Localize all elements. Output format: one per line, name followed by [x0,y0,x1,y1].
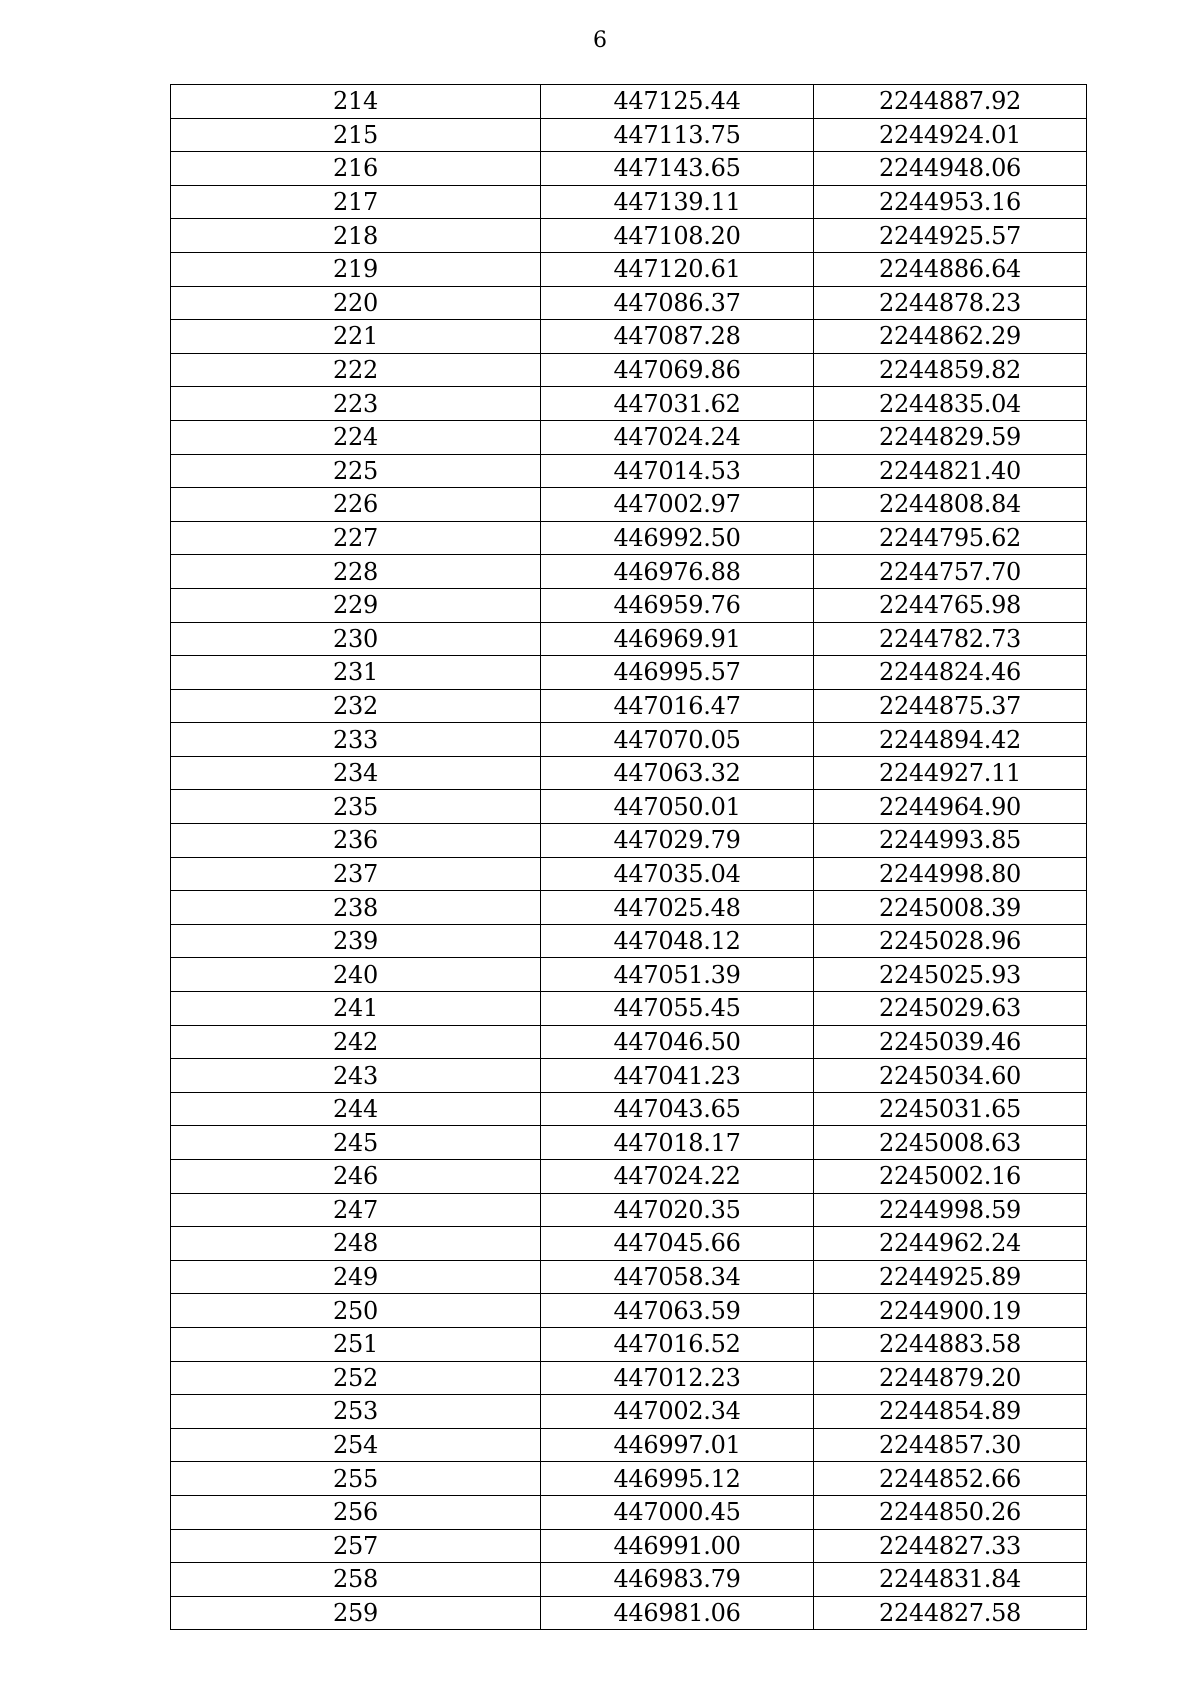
point-number-cell: 214 [171,85,541,119]
x-coordinate-cell: 447012.23 [541,1361,814,1395]
table-row [171,353,1087,387]
x-coordinate-cell: 447002.97 [541,488,814,522]
x-coordinate-cell: 446976.88 [541,555,814,589]
x-coordinate-cell: 447024.22 [541,1160,814,1194]
point-number-cell: 241 [171,992,541,1026]
y-coordinate-cell: 2244927.11 [814,756,1087,790]
point-number-cell: 219 [171,252,541,286]
table-row [171,790,1087,824]
coordinates-table-body [171,85,1087,1630]
point-number-cell: 233 [171,723,541,757]
y-coordinate-cell: 2244852.66 [814,1462,1087,1496]
table-row [171,1059,1087,1093]
x-coordinate-cell: 447024.24 [541,420,814,454]
y-coordinate-cell: 2244887.92 [814,85,1087,119]
x-coordinate-cell: 447014.53 [541,454,814,488]
table-row [171,1294,1087,1328]
point-number-cell: 236 [171,824,541,858]
x-coordinate-cell: 446969.91 [541,622,814,656]
table-row [171,1462,1087,1496]
x-coordinate-cell: 447113.75 [541,118,814,152]
table-row [171,286,1087,320]
x-coordinate-cell: 447063.59 [541,1294,814,1328]
point-number-cell: 226 [171,488,541,522]
x-coordinate-cell: 446983.79 [541,1563,814,1597]
y-coordinate-cell: 2244862.29 [814,320,1087,354]
table-row [171,1529,1087,1563]
x-coordinate-cell: 447041.23 [541,1059,814,1093]
point-number-cell: 237 [171,857,541,891]
point-number-cell: 220 [171,286,541,320]
x-coordinate-cell: 447120.61 [541,252,814,286]
y-coordinate-cell: 2244900.19 [814,1294,1087,1328]
y-coordinate-cell: 2245029.63 [814,992,1087,1026]
point-number-cell: 256 [171,1495,541,1529]
y-coordinate-cell: 2244883.58 [814,1327,1087,1361]
point-number-cell: 235 [171,790,541,824]
table-row [171,622,1087,656]
table-row [171,1395,1087,1429]
point-number-cell: 255 [171,1462,541,1496]
x-coordinate-cell: 447000.45 [541,1495,814,1529]
y-coordinate-cell: 2245008.63 [814,1126,1087,1160]
point-number-cell: 218 [171,219,541,253]
table-row [171,1193,1087,1227]
point-number-cell: 246 [171,1160,541,1194]
table-row [171,152,1087,186]
y-coordinate-cell: 2244824.46 [814,656,1087,690]
y-coordinate-cell: 2244948.06 [814,152,1087,186]
y-coordinate-cell: 2244878.23 [814,286,1087,320]
x-coordinate-cell: 447020.35 [541,1193,814,1227]
x-coordinate-cell: 447139.11 [541,185,814,219]
x-coordinate-cell: 447055.45 [541,992,814,1026]
table-row [171,824,1087,858]
x-coordinate-cell: 446991.00 [541,1529,814,1563]
point-number-cell: 245 [171,1126,541,1160]
y-coordinate-cell: 2244859.82 [814,353,1087,387]
point-number-cell: 239 [171,924,541,958]
table-row [171,1596,1087,1630]
table-row [171,488,1087,522]
table-row [171,857,1087,891]
x-coordinate-cell: 447045.66 [541,1227,814,1261]
x-coordinate-cell: 446997.01 [541,1428,814,1462]
point-number-cell: 259 [171,1596,541,1630]
table-row [171,1428,1087,1462]
point-number-cell: 254 [171,1428,541,1462]
y-coordinate-cell: 2244827.58 [814,1596,1087,1630]
y-coordinate-cell: 2244827.33 [814,1529,1087,1563]
y-coordinate-cell: 2244998.80 [814,857,1087,891]
point-number-cell: 230 [171,622,541,656]
x-coordinate-cell: 447069.86 [541,353,814,387]
y-coordinate-cell: 2244886.64 [814,252,1087,286]
table-row [171,656,1087,690]
point-number-cell: 224 [171,420,541,454]
y-coordinate-cell: 2244829.59 [814,420,1087,454]
y-coordinate-cell: 2244765.98 [814,588,1087,622]
x-coordinate-cell: 447031.62 [541,387,814,421]
x-coordinate-cell: 447046.50 [541,1025,814,1059]
table-row [171,185,1087,219]
x-coordinate-cell: 447108.20 [541,219,814,253]
table-row [171,320,1087,354]
table-row [171,1260,1087,1294]
x-coordinate-cell: 447050.01 [541,790,814,824]
x-coordinate-cell: 447058.34 [541,1260,814,1294]
x-coordinate-cell: 447043.65 [541,1092,814,1126]
x-coordinate-cell: 447143.65 [541,152,814,186]
point-number-cell: 223 [171,387,541,421]
y-coordinate-cell: 2244894.42 [814,723,1087,757]
x-coordinate-cell: 447125.44 [541,85,814,119]
y-coordinate-cell: 2244962.24 [814,1227,1087,1261]
table-row [171,85,1087,119]
table-row [171,992,1087,1026]
point-number-cell: 249 [171,1260,541,1294]
point-number-cell: 232 [171,689,541,723]
coordinates-table [170,84,1087,1630]
point-number-cell: 238 [171,891,541,925]
table-row [171,1025,1087,1059]
table-row [171,1160,1087,1194]
table-row [171,1227,1087,1261]
table-row [171,1126,1087,1160]
y-coordinate-cell: 2244925.89 [814,1260,1087,1294]
x-coordinate-cell: 446995.12 [541,1462,814,1496]
point-number-cell: 234 [171,756,541,790]
y-coordinate-cell: 2244953.16 [814,185,1087,219]
y-coordinate-cell: 2244835.04 [814,387,1087,421]
point-number-cell: 231 [171,656,541,690]
x-coordinate-cell: 447002.34 [541,1395,814,1429]
table-row [171,219,1087,253]
point-number-cell: 216 [171,152,541,186]
table-row [171,521,1087,555]
table-row [171,756,1087,790]
x-coordinate-cell: 446959.76 [541,588,814,622]
x-coordinate-cell: 447025.48 [541,891,814,925]
y-coordinate-cell: 2245025.93 [814,958,1087,992]
x-coordinate-cell: 446992.50 [541,521,814,555]
point-number-cell: 252 [171,1361,541,1395]
point-number-cell: 250 [171,1294,541,1328]
point-number-cell: 225 [171,454,541,488]
point-number-cell: 258 [171,1563,541,1597]
point-number-cell: 240 [171,958,541,992]
x-coordinate-cell: 447087.28 [541,320,814,354]
y-coordinate-cell: 2244821.40 [814,454,1087,488]
table-row [171,1495,1087,1529]
y-coordinate-cell: 2244964.90 [814,790,1087,824]
point-number-cell: 215 [171,118,541,152]
y-coordinate-cell: 2244854.89 [814,1395,1087,1429]
y-coordinate-cell: 2244993.85 [814,824,1087,858]
y-coordinate-cell: 2244925.57 [814,219,1087,253]
table-row [171,689,1087,723]
table-row [171,420,1087,454]
point-number-cell: 228 [171,555,541,589]
table-row [171,1327,1087,1361]
x-coordinate-cell: 447070.05 [541,723,814,757]
table-row [171,454,1087,488]
x-coordinate-cell: 447051.39 [541,958,814,992]
x-coordinate-cell: 447086.37 [541,286,814,320]
point-number-cell: 248 [171,1227,541,1261]
point-number-cell: 217 [171,185,541,219]
table-row [171,1092,1087,1126]
x-coordinate-cell: 447018.17 [541,1126,814,1160]
x-coordinate-cell: 447029.79 [541,824,814,858]
y-coordinate-cell: 2244850.26 [814,1495,1087,1529]
point-number-cell: 221 [171,320,541,354]
point-number-cell: 247 [171,1193,541,1227]
table-row [171,723,1087,757]
y-coordinate-cell: 2244924.01 [814,118,1087,152]
y-coordinate-cell: 2244875.37 [814,689,1087,723]
y-coordinate-cell: 2244879.20 [814,1361,1087,1395]
y-coordinate-cell: 2244757.70 [814,555,1087,589]
table-row [171,588,1087,622]
x-coordinate-cell: 447063.32 [541,756,814,790]
table-row [171,924,1087,958]
x-coordinate-cell: 446995.57 [541,656,814,690]
table-row [171,958,1087,992]
y-coordinate-cell: 2244998.59 [814,1193,1087,1227]
y-coordinate-cell: 2245031.65 [814,1092,1087,1126]
y-coordinate-cell: 2245034.60 [814,1059,1087,1093]
x-coordinate-cell: 447016.52 [541,1327,814,1361]
table-row [171,891,1087,925]
point-number-cell: 243 [171,1059,541,1093]
x-coordinate-cell: 446981.06 [541,1596,814,1630]
y-coordinate-cell: 2244857.30 [814,1428,1087,1462]
y-coordinate-cell: 2244782.73 [814,622,1087,656]
y-coordinate-cell: 2245039.46 [814,1025,1087,1059]
x-coordinate-cell: 447048.12 [541,924,814,958]
point-number-cell: 253 [171,1395,541,1429]
point-number-cell: 222 [171,353,541,387]
y-coordinate-cell: 2244831.84 [814,1563,1087,1597]
point-number-cell: 229 [171,588,541,622]
table-row [171,555,1087,589]
y-coordinate-cell: 2245028.96 [814,924,1087,958]
table-row [171,387,1087,421]
point-number-cell: 257 [171,1529,541,1563]
table-row [171,1361,1087,1395]
point-number-cell: 251 [171,1327,541,1361]
x-coordinate-cell: 447016.47 [541,689,814,723]
y-coordinate-cell: 2245008.39 [814,891,1087,925]
point-number-cell: 242 [171,1025,541,1059]
table-row [171,1563,1087,1597]
y-coordinate-cell: 2244795.62 [814,521,1087,555]
point-number-cell: 244 [171,1092,541,1126]
x-coordinate-cell: 447035.04 [541,857,814,891]
table-row [171,118,1087,152]
table-row [171,252,1087,286]
y-coordinate-cell: 2244808.84 [814,488,1087,522]
point-number-cell: 227 [171,521,541,555]
y-coordinate-cell: 2245002.16 [814,1160,1087,1194]
page-number: 6 [593,28,607,53]
